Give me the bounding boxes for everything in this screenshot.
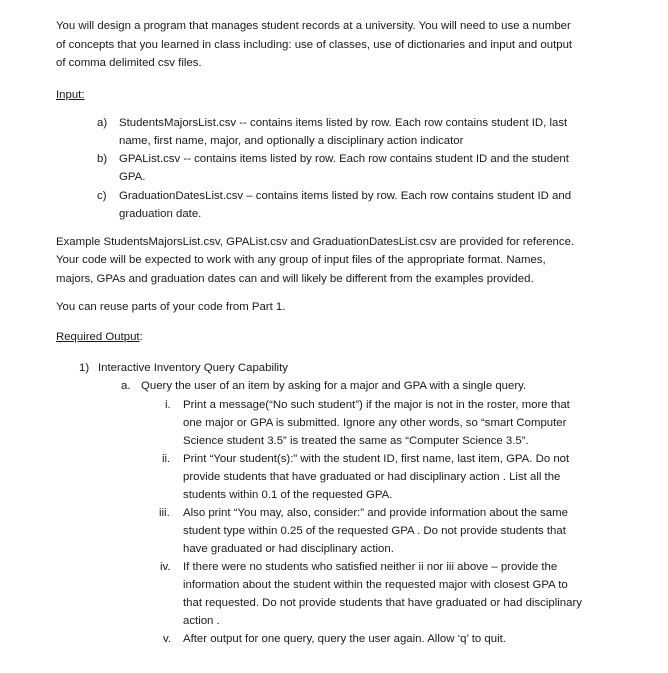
point-line: have graduated or had disciplinary action. xyxy=(183,543,394,555)
point-line: After output for one query, query the user again. Allow ‘q’ to quit. xyxy=(183,633,506,645)
roman-marker: iii. xyxy=(159,507,170,519)
list-item-line: GPAList.csv -- contains items listed by row. Each row contains student ID and the student xyxy=(119,153,569,165)
point-line: students within 0.1 of the requested GPA. xyxy=(183,489,393,501)
list-marker: a) xyxy=(97,117,108,129)
list-marker: b) xyxy=(97,153,108,165)
roman-marker: i. xyxy=(165,399,171,411)
intro-line: You will design a program that manages student records at a university. You will need to use a number xyxy=(56,20,571,32)
intro-line: of comma delimited csv files. xyxy=(56,57,202,69)
required-output-heading xyxy=(56,328,143,346)
heading-colon: : xyxy=(139,331,143,343)
list-item-line: GPA. xyxy=(119,171,146,183)
example-line: Your code will be expected to work with any group of input files of the appropriate format. Names, xyxy=(56,254,546,266)
point-line: student type within 0.25 of the requested GPA . Do not provide students that xyxy=(183,525,566,537)
point-line: Print “Your student(s):” with the student ID, first name, last item, GPA. Do not xyxy=(183,453,570,465)
point-line: one major or GPA is submitted. Ignore any other words, so “smart Computer xyxy=(183,417,567,429)
item-1-title: Interactive Inventory Query Capability xyxy=(98,362,288,374)
list-item-line: graduation date. xyxy=(119,208,202,220)
required-output-heading-text: Required Output xyxy=(56,331,140,343)
point-line: If there were no students who satisfied neither ii nor iii above – provide the xyxy=(183,561,558,573)
roman-marker: iv. xyxy=(160,561,171,573)
list-marker: c) xyxy=(97,190,107,202)
list-marker: a. xyxy=(121,380,131,392)
input-heading: Input: xyxy=(56,89,85,101)
example-line: majors, GPAs and graduation dates can and will likely be different from the examples provided. xyxy=(56,273,534,285)
point-line: Science student 3.5” is treated the same as “Computer Science 3.5”. xyxy=(183,435,529,447)
example-line: Example StudentsMajorsList.csv, GPAList.csv and GraduationDatesList.csv are provided for reference. xyxy=(56,236,575,248)
list-item-line: name, first name, major, and optionally a disciplinary action indicator xyxy=(119,135,464,147)
point-line: Print a message(“No such student”) if the major is not in the roster, more that xyxy=(183,399,570,411)
point-line: action . xyxy=(183,615,220,627)
point-line: provide students that have graduated or had disciplinary action . List all the xyxy=(183,471,561,483)
point-line: Also print “You may, also, consider:” and provide information about the same xyxy=(183,507,568,519)
point-line: that requested. Do not provide students that have graduated or had disciplinary xyxy=(183,597,582,609)
point-line: information about the student within the requested major with closest GPA to xyxy=(183,579,568,591)
intro-line: of concepts that you learned in class including: use of classes, use of dictionaries and input and output xyxy=(56,39,573,51)
roman-marker: v. xyxy=(163,633,172,645)
list-item-line: GraduationDatesList.csv – contains items listed by row. Each row contains student ID and xyxy=(119,190,572,202)
list-item-line: StudentsMajorsList.csv -- contains items listed by row. Each row contains student ID, last xyxy=(119,117,568,129)
reuse-note: You can reuse parts of your code from Part 1. xyxy=(56,301,286,313)
sub-item-a-text: Query the user of an item by asking for a major and GPA with a single query. xyxy=(141,380,527,392)
list-marker: 1) xyxy=(79,362,90,374)
roman-marker: ii. xyxy=(162,453,171,465)
